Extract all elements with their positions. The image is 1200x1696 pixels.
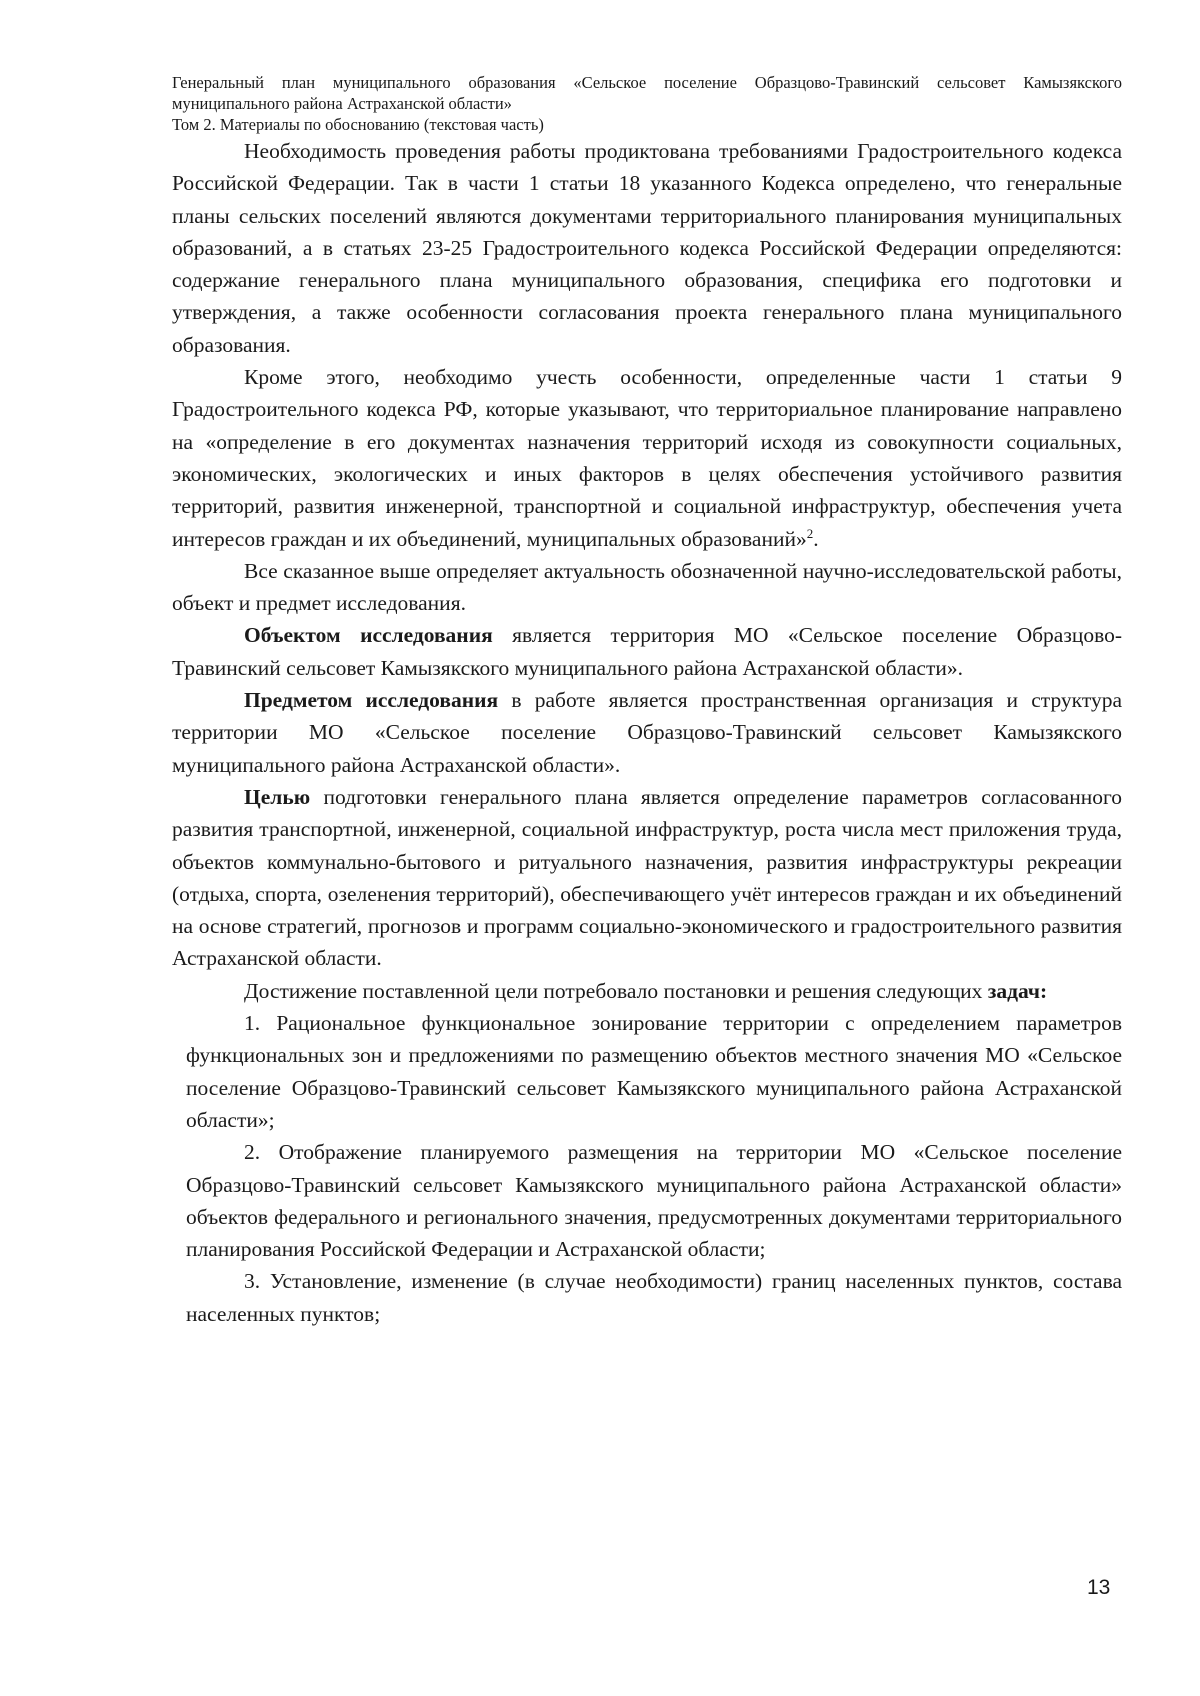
tasks-term: задач: <box>987 978 1048 1003</box>
main-text <box>172 135 1122 1330</box>
paragraph-subject <box>172 684 1122 781</box>
paragraph-goal <box>172 781 1122 975</box>
footnote-marker[interactable]: 2 <box>806 525 814 541</box>
subject-term: Предметом исследования <box>244 688 499 713</box>
goal-text: подготовки генерального плана является определение параметров согласованного развития транспортной, инженерной, социальной инфраструктур, роста числа мест приложения труда, объектов коммунально-бытового и ритуального назначения, развития инфраструктуры рекреации (отдыха, спорта, озеленения территорий), обеспечивающего учёт интересов граждан и их объединений на основе стратегий, прогнозов и программ социально-экономического и градостроительного развития Астраханской области. <box>172 784 1122 971</box>
header-title: Генеральный план муниципального образования «Сельское поселение Образцово-Травинский сельсовет Камызякского муниципального района Астраханской области» <box>172 73 1122 113</box>
subject-text: в работе является пространственная организация и структура территории МО «Сельское поселение Образцово-Травинский сельсовет Камызякского муниципального района Астраханской области». <box>172 688 1122 777</box>
tasks-list <box>172 1007 1122 1330</box>
running-header <box>172 72 1122 135</box>
object-text: является территория МО «Сельское поселение Образцово-Травинский сельсовет Камызякского муниципального района Астраханской области». <box>172 623 1123 680</box>
goal-term: Целью <box>244 784 311 809</box>
paragraph-additional <box>172 361 1122 555</box>
paragraph-tasks-intro <box>172 975 1122 1007</box>
list-item: 2. Отображение планируемого размещения на территории МО «Сельское поселение Образцово-Травинский сельсовет Камызякского муниципального района Астраханской области» объектов федерального и регионального значения, предусмотренных документами территориального планирования Российской Федерации и Астраханской области; <box>186 1140 1122 1262</box>
paragraph-object <box>172 619 1122 684</box>
page-number: 13 <box>1087 1576 1111 1599</box>
document-page <box>172 72 1122 1330</box>
paragraph-necessity: Необходимость проведения работы продиктована требованиями Градостроительного кодекса Российской Федерации. Так в части 1 статьи 18 указанного Кодекса определено, что генеральные планы сельских поселений являются документами территориального планирования муниципальных образований, а в статьях 23-25 Градостроительного кодекса Российской Федерации определяются: содержание генерального плана муниципального образования, специфика его подготовки и утверждения, а также особенности согласования проекта генерального плана муниципального образования. <box>172 139 1122 357</box>
paragraph-additional-end: . <box>813 526 819 551</box>
paragraph-additional-text: Кроме этого, необходимо учесть особенности, определенные части 1 статьи 9 Градостроительного кодекса РФ, которые указывают, что территориальное планирование направлено на «определение в его документах назначения территорий исходя из совокупности социальных, экономических, экологических и иных факторов в целях обеспечения устойчивого развития территорий, развития инженерной, транспортной и социальной инфраструктур, обеспечения учета интересов граждан и их объединений, муниципальных образований» <box>172 365 1122 551</box>
object-term: Объектом исследования <box>244 623 493 648</box>
list-item: 3. Установление, изменение (в случае необходимости) границ населенных пунктов, состава населенных пунктов; <box>186 1269 1122 1326</box>
tasks-intro-text: Достижение поставленной цели потребовало постановки и решения следующих <box>244 978 988 1003</box>
list-item: 1. Рациональное функциональное зонирование территории с определением параметров функциональных зон и предложениями по размещению объектов местного значения МО «Сельское поселение Образцово-Травинский сельсовет Камызякского муниципального района Астраханской области»; <box>186 1011 1122 1132</box>
header-volume: Том 2. Материалы по обоснованию (текстовая часть) <box>172 115 544 134</box>
paragraph-relevance: Все сказанное выше определяет актуальность обозначенной научно-исследовательской работы, объект и предмет исследования. <box>172 558 1122 616</box>
